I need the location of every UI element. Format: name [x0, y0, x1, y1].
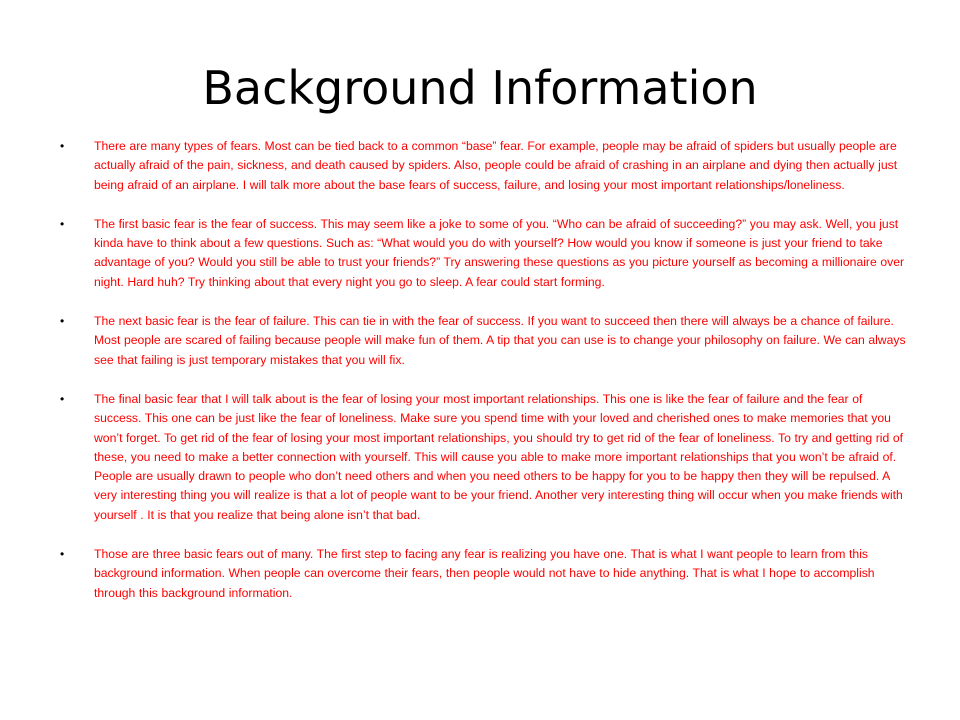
bullet-item-1 — [60, 137, 908, 195]
bullet-item-4 — [60, 390, 908, 525]
bullet-item-3 — [60, 312, 908, 370]
paragraph-fear-of-success: The first basic fear is the fear of success. This may seem like a joke to some of you. “Who can be afraid of succeeding?” you may ask. Well, you just kinda have to think about a few questions. Such as: “What would you do with yourself? How would you know if someone is just your friend to take advantage of you? Would you still be able to trust your friends?” Try answering these questions as you picture yourself as becoming a millionaire over night. Hard huh? Try thinking about that every night you go to sleep. A fear could start forming. — [94, 216, 905, 289]
bullet-dot-icon: • — [60, 391, 65, 406]
bullet-dot-icon: • — [60, 547, 65, 562]
paragraph-intro: There are many types of fears. Most can be tied back to a common “base” fear. For example, people may be afraid of spiders but usually people are actually afraid of the pain, sickness, and death caused by spiders. Also, people could be afraid of crashing in an airplane and dying then actually just being afraid of an airplane. I will talk more about the base fears of success, failure, and losing your most important relationships/loneliness. — [94, 139, 898, 192]
paragraph-fear-of-losing-relationships: The final basic fear that I will talk about is the fear of losing your most important relationships. This one is like the fear of failure and the fear of success. This one can be just like the fear of loneliness. Make sure you spend time with your loved and cherished ones to make memories that you won’t forget. To get rid of the fear of losing your most important relationships, you should try to get rid of the fear of loneliness. To try and getting rid of these, you need to make a better connection with yourself. This will cause you able to make more important relationships that you won’t be afraid of. People are usually drawn to people who don’t need others and when you need others to be happy for you to be happy then they will be repulsed. A very interesting thing you will realize is that a lot of people want to be your friend. Another very interesting thing will occur when you make friends with yourself . It is that you realize that being alone isn’t that bad. — [94, 391, 904, 522]
paragraph-fear-of-failure: The next basic fear is the fear of failure. This can tie in with the fear of success. If you want to succeed then there will always be a chance of failure. Most people are scared of failing because people will make fun of them. A tip that you can use is to change your philosophy on failure. We can always see that failing is just temporary mistakes that you will fix. — [94, 314, 906, 367]
bullet-dot-icon: • — [60, 314, 65, 329]
bullet-item-5 — [60, 545, 908, 603]
bullet-list — [60, 137, 908, 623]
paragraph-conclusion: Those are three basic fears out of many. The first step to facing any fear is realizing you have one. That is what I want people to learn from this background information. When people can overcome their fears, then people would not have to hide anything. That is what I hope to accomplish through this background information. — [94, 547, 875, 600]
bullet-dot-icon: • — [60, 216, 65, 231]
slide-title: Background Information — [202, 61, 758, 115]
bullet-dot-icon: • — [60, 139, 65, 153]
bullet-item-2 — [60, 215, 908, 292]
